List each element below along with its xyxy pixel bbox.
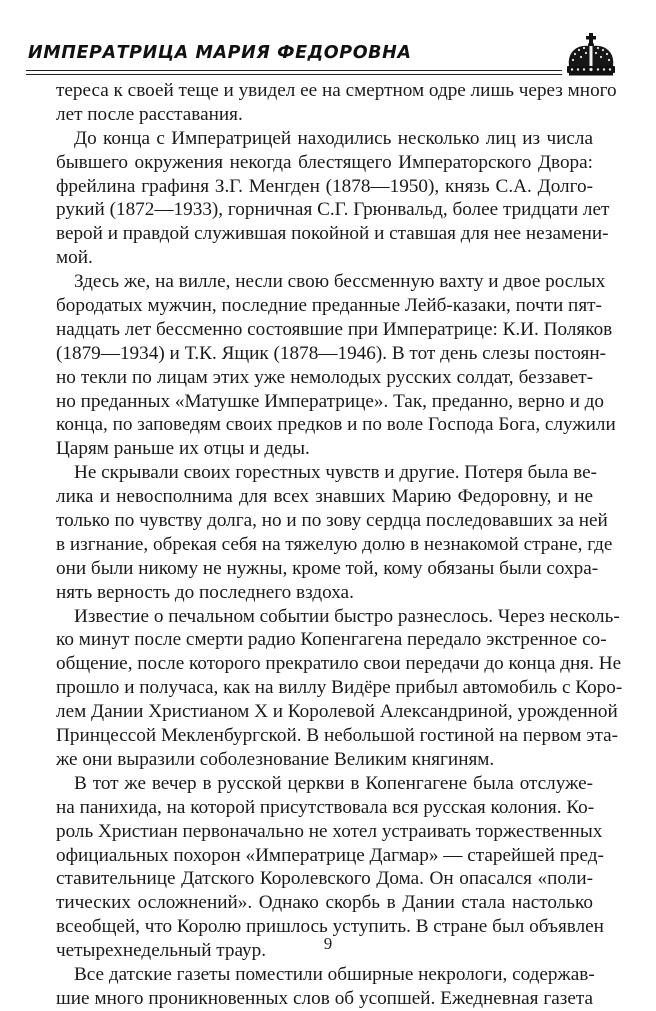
text-line: До конца с Императрицей находились несколько лиц из числа	[74, 127, 593, 149]
text-line: Принцессой Мекленбургской. В небольшой гостиной на первом эта-	[56, 725, 618, 747]
text-line: прошло и получаса, как на виллу Видёре прибыл автомобиль с Коро-	[56, 677, 623, 699]
text-line: лика и невосполнима для всех знавших Марию Федоровну, и не	[56, 486, 593, 508]
text-line: роль Христиан первоначально не хотел устраивать торжественных	[56, 820, 603, 842]
header-rule	[26, 70, 562, 71]
text-line: ставительнице Датского Королевского Дома. Он опасался «поли-	[56, 868, 593, 890]
text-line: на панихида, на которой присутствовала вся русская колония. Ко-	[56, 796, 595, 818]
text-line: но преданных «Матушке Императрице». Так, преданно, верно и до	[56, 390, 605, 412]
text-line: тереса к своей теще и увидел ее на смертном одре лишь через много	[56, 80, 617, 101]
text-line: всеобщей, что Королю пришлось уступить. В стране был объявлен	[56, 916, 604, 938]
text-line: только по чувству долга, но и по зову сердца последовавших за ней	[56, 510, 608, 532]
imperial-crown-icon	[561, 32, 621, 78]
text-line: они были никому не нужны, кроме той, кому обязаны были сохра-	[56, 557, 599, 579]
text-line: Царям раньше их отцы и деды.	[56, 438, 310, 460]
paragraph	[56, 605, 623, 772]
running-header-title: ИМПЕРАТРИЦА МАРИЯ ФЕДОРОВНА	[28, 43, 412, 63]
text-line: Не скрывали своих горестных чувств и другие. Потеря была ве-	[74, 462, 598, 484]
text-line: Здесь же, на вилле, несли свою бессменную вахту и двое рослых	[74, 271, 606, 293]
text-line: же они выразили соболезнование Великим княгиням.	[56, 748, 495, 770]
text-line: лет после расставания.	[56, 103, 243, 125]
text-line: лем Дании Христианом X и Королевой Александриной, урожденной	[56, 701, 618, 723]
text-line: В тот же вечер в русской церкви в Копенгагене была отслуже-	[74, 772, 593, 794]
text-line: надцать лет бессменно состоявшие при Императрице: К.И. Поляков	[56, 318, 613, 340]
page-body	[56, 79, 623, 1011]
text-line: бородатых мужчин, последние преданные Лейб-казаки, почти пят-	[56, 295, 602, 317]
paragraph	[56, 461, 613, 604]
paragraph	[56, 127, 610, 270]
text-line: конца, по заповедям своих предков и по воле Господа Бога, служили	[56, 414, 616, 436]
paragraph	[56, 963, 593, 1011]
text-line: тических осложнений». Однако скорбь в Дании стала настолько	[56, 892, 593, 914]
text-line: Все датские газеты поместили обширные некрологи, содержав-	[74, 963, 595, 985]
text-line: бывшего окружения некогда блестящего Императорского Двора:	[56, 151, 593, 173]
header-rule-thin	[26, 74, 562, 75]
paragraph	[56, 270, 616, 461]
text-line: Известие о печальном событии быстро разнеслось. Через несколь-	[74, 605, 620, 627]
text-line: официальных похорон «Императрице Дагмар» — старейшей пред-	[56, 844, 604, 866]
text-line: шие много проникновенных слов об усопшей. Ежедневная газета	[56, 987, 593, 1009]
text-line: рукий (1872—1933), горничная С.Г. Грюнвальд, более тридцати лет	[56, 199, 610, 221]
text-line: ко минут после смерти радио Копенгагена передало экстренное со-	[56, 629, 607, 651]
text-line: нять верность до последнего вздоха.	[56, 581, 354, 603]
paragraph	[56, 79, 617, 127]
text-line: но текли по лицам этих уже немолодых русских солдат, беззавет-	[56, 366, 593, 388]
text-line: мой.	[56, 247, 93, 269]
text-line: фрейлина графиня З.Г. Менгден (1878—1950), князь С.А. Долго-	[56, 175, 593, 197]
text-line: четырехнедельный траур.	[56, 940, 266, 962]
text-line: (1879—1934) и Т.К. Ящик (1878—1946). В тот день слезы постоян-	[56, 342, 606, 364]
text-line: общение, после которого прекратило свои передачи до конца дня. Не	[56, 653, 622, 675]
page-number: 9	[323, 934, 333, 953]
text-line: верой и правдой служившая покойной и ставшая для нее незамени-	[56, 223, 609, 245]
text-line: в изгнание, обрекая себя на тяжелую долю в незнакомой стране, где	[56, 533, 613, 555]
running-header	[22, 30, 632, 78]
